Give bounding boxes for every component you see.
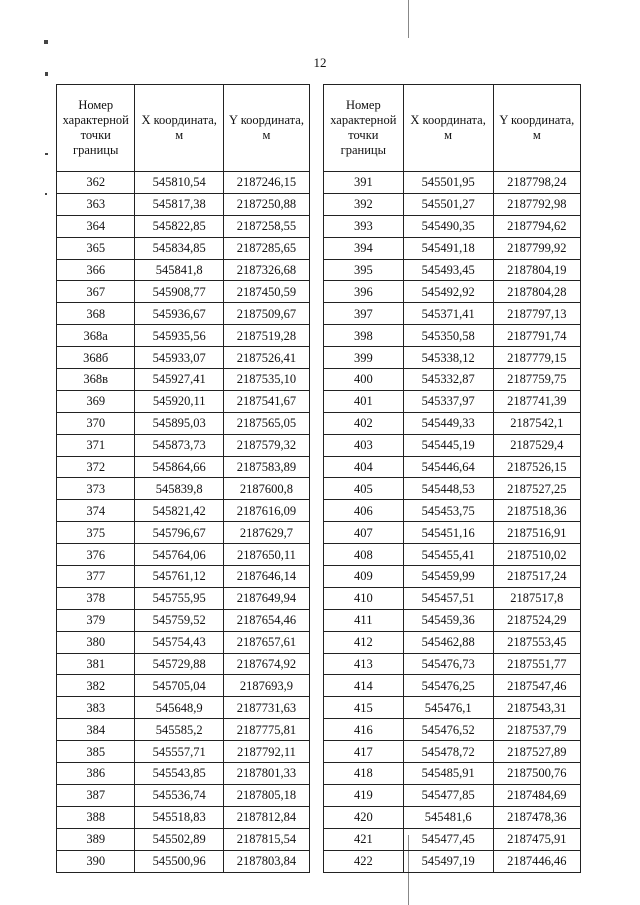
point-number-cell: 364 bbox=[57, 215, 135, 237]
y-coordinate-cell: 2187537,79 bbox=[493, 719, 580, 741]
y-coordinate-cell: 2187516,91 bbox=[493, 522, 580, 544]
table-row bbox=[57, 544, 310, 566]
y-coordinate-cell: 2187731,63 bbox=[223, 697, 309, 719]
table-row bbox=[57, 478, 310, 500]
y-coordinate-cell: 2187246,15 bbox=[223, 172, 309, 194]
table-row bbox=[57, 675, 310, 697]
x-coordinate-cell: 545491,18 bbox=[403, 237, 493, 259]
table-row bbox=[57, 828, 310, 850]
point-number-cell: 384 bbox=[57, 719, 135, 741]
x-coordinate-cell: 545864,66 bbox=[135, 456, 224, 478]
point-number-cell: 419 bbox=[324, 784, 404, 806]
point-number-cell: 407 bbox=[324, 522, 404, 544]
table-row bbox=[57, 390, 310, 412]
y-coordinate-cell: 2187484,69 bbox=[493, 784, 580, 806]
y-coordinate-cell: 2187526,41 bbox=[223, 347, 309, 369]
table-row bbox=[324, 850, 581, 872]
x-coordinate-cell: 545350,58 bbox=[403, 325, 493, 347]
point-number-cell: 398 bbox=[324, 325, 404, 347]
table-row bbox=[324, 784, 581, 806]
x-coordinate-cell: 545459,36 bbox=[403, 609, 493, 631]
x-coordinate-cell: 545493,45 bbox=[403, 259, 493, 281]
table-row bbox=[324, 544, 581, 566]
x-coordinate-cell: 545477,85 bbox=[403, 784, 493, 806]
header-x: X координата, м bbox=[135, 85, 224, 172]
point-number-cell: 408 bbox=[324, 544, 404, 566]
y-coordinate-cell: 2187524,29 bbox=[493, 609, 580, 631]
y-coordinate-cell: 2187804,19 bbox=[493, 259, 580, 281]
x-coordinate-cell: 545895,03 bbox=[135, 412, 224, 434]
point-number-cell: 388 bbox=[57, 806, 135, 828]
table-row bbox=[57, 566, 310, 588]
y-coordinate-cell: 2187547,46 bbox=[493, 675, 580, 697]
point-number-cell: 414 bbox=[324, 675, 404, 697]
y-coordinate-cell: 2187649,94 bbox=[223, 587, 309, 609]
table-row bbox=[324, 500, 581, 522]
y-coordinate-cell: 2187529,4 bbox=[493, 434, 580, 456]
table-row bbox=[57, 412, 310, 434]
point-number-cell: 377 bbox=[57, 566, 135, 588]
point-number-cell: 422 bbox=[324, 850, 404, 872]
point-number-cell: 387 bbox=[57, 784, 135, 806]
point-number-cell: 382 bbox=[57, 675, 135, 697]
x-coordinate-cell: 545908,77 bbox=[135, 281, 224, 303]
x-coordinate-cell: 545764,06 bbox=[135, 544, 224, 566]
x-coordinate-cell: 545497,19 bbox=[403, 850, 493, 872]
x-coordinate-cell: 545920,11 bbox=[135, 390, 224, 412]
point-number-cell: 401 bbox=[324, 390, 404, 412]
table-row bbox=[57, 806, 310, 828]
y-coordinate-cell: 2187526,15 bbox=[493, 456, 580, 478]
y-coordinate-cell: 2187693,9 bbox=[223, 675, 309, 697]
y-coordinate-cell: 2187500,76 bbox=[493, 763, 580, 785]
point-number-cell: 368а bbox=[57, 325, 135, 347]
x-coordinate-cell: 545476,1 bbox=[403, 697, 493, 719]
x-coordinate-cell: 545338,12 bbox=[403, 347, 493, 369]
y-coordinate-cell: 2187509,67 bbox=[223, 303, 309, 325]
y-coordinate-cell: 2187542,1 bbox=[493, 412, 580, 434]
page-number: 12 bbox=[313, 55, 327, 70]
table-header-row bbox=[57, 85, 310, 172]
table-row bbox=[57, 653, 310, 675]
y-coordinate-cell: 2187258,55 bbox=[223, 215, 309, 237]
y-coordinate-cell: 2187553,45 bbox=[493, 631, 580, 653]
table-body-left bbox=[57, 172, 310, 873]
x-coordinate-cell: 545759,52 bbox=[135, 609, 224, 631]
point-number-cell: 415 bbox=[324, 697, 404, 719]
x-coordinate-cell: 545796,67 bbox=[135, 522, 224, 544]
x-coordinate-cell: 545927,41 bbox=[135, 369, 224, 391]
coordinates-table-left bbox=[56, 84, 310, 873]
x-coordinate-cell: 545810,54 bbox=[135, 172, 224, 194]
point-number-cell: 409 bbox=[324, 566, 404, 588]
point-number-cell: 383 bbox=[57, 697, 135, 719]
y-coordinate-cell: 2187519,28 bbox=[223, 325, 309, 347]
x-coordinate-cell: 545448,53 bbox=[403, 478, 493, 500]
scan-dot bbox=[45, 193, 47, 195]
x-coordinate-cell: 545754,43 bbox=[135, 631, 224, 653]
y-coordinate-cell: 2187759,75 bbox=[493, 369, 580, 391]
x-coordinate-cell: 545501,95 bbox=[403, 172, 493, 194]
point-number-cell: 374 bbox=[57, 500, 135, 522]
y-coordinate-cell: 2187535,10 bbox=[223, 369, 309, 391]
point-number-cell: 376 bbox=[57, 544, 135, 566]
table-row bbox=[324, 237, 581, 259]
point-number-cell: 395 bbox=[324, 259, 404, 281]
table-row bbox=[324, 303, 581, 325]
x-coordinate-cell: 545536,74 bbox=[135, 784, 224, 806]
y-coordinate-cell: 2187799,92 bbox=[493, 237, 580, 259]
point-number-cell: 404 bbox=[324, 456, 404, 478]
scan-dot bbox=[45, 72, 48, 76]
point-number-cell: 417 bbox=[324, 741, 404, 763]
table-row bbox=[57, 259, 310, 281]
point-number-cell: 416 bbox=[324, 719, 404, 741]
x-coordinate-cell: 545457,51 bbox=[403, 587, 493, 609]
x-coordinate-cell: 545476,25 bbox=[403, 675, 493, 697]
table-row bbox=[324, 478, 581, 500]
point-number-cell: 400 bbox=[324, 369, 404, 391]
y-coordinate-cell: 2187815,54 bbox=[223, 828, 309, 850]
table-row bbox=[324, 369, 581, 391]
table-row bbox=[57, 434, 310, 456]
point-number-cell: 411 bbox=[324, 609, 404, 631]
y-coordinate-cell: 2187792,98 bbox=[493, 193, 580, 215]
y-coordinate-cell: 2187551,77 bbox=[493, 653, 580, 675]
table-row bbox=[57, 697, 310, 719]
y-coordinate-cell: 2187775,81 bbox=[223, 719, 309, 741]
y-coordinate-cell: 2187510,02 bbox=[493, 544, 580, 566]
y-coordinate-cell: 2187446,46 bbox=[493, 850, 580, 872]
table-row bbox=[57, 631, 310, 653]
table-row bbox=[324, 566, 581, 588]
table-row bbox=[324, 763, 581, 785]
y-coordinate-cell: 2187565,05 bbox=[223, 412, 309, 434]
x-coordinate-cell: 545500,96 bbox=[135, 850, 224, 872]
table-row bbox=[324, 325, 581, 347]
point-number-cell: 389 bbox=[57, 828, 135, 850]
table-row bbox=[324, 434, 581, 456]
table-row bbox=[57, 172, 310, 194]
x-coordinate-cell: 545490,35 bbox=[403, 215, 493, 237]
table-row bbox=[57, 741, 310, 763]
y-coordinate-cell: 2187794,62 bbox=[493, 215, 580, 237]
y-coordinate-cell: 2187285,65 bbox=[223, 237, 309, 259]
y-coordinate-cell: 2187674,92 bbox=[223, 653, 309, 675]
y-coordinate-cell: 2187478,36 bbox=[493, 806, 580, 828]
point-number-cell: 365 bbox=[57, 237, 135, 259]
x-coordinate-cell: 545585,2 bbox=[135, 719, 224, 741]
table-row bbox=[57, 456, 310, 478]
point-number-cell: 386 bbox=[57, 763, 135, 785]
y-coordinate-cell: 2187805,18 bbox=[223, 784, 309, 806]
table-row bbox=[57, 193, 310, 215]
x-coordinate-cell: 545873,73 bbox=[135, 434, 224, 456]
header-y: Y координата, м bbox=[223, 85, 309, 172]
point-number-cell: 405 bbox=[324, 478, 404, 500]
y-coordinate-cell: 2187517,24 bbox=[493, 566, 580, 588]
table-row bbox=[324, 587, 581, 609]
x-coordinate-cell: 545478,72 bbox=[403, 741, 493, 763]
table-row bbox=[324, 412, 581, 434]
point-number-cell: 406 bbox=[324, 500, 404, 522]
table-row bbox=[57, 325, 310, 347]
y-coordinate-cell: 2187527,89 bbox=[493, 741, 580, 763]
point-number-cell: 379 bbox=[57, 609, 135, 631]
x-coordinate-cell: 545449,33 bbox=[403, 412, 493, 434]
y-coordinate-cell: 2187326,68 bbox=[223, 259, 309, 281]
x-coordinate-cell: 545705,04 bbox=[135, 675, 224, 697]
point-number-cell: 373 bbox=[57, 478, 135, 500]
x-coordinate-cell: 545834,85 bbox=[135, 237, 224, 259]
table-row bbox=[324, 215, 581, 237]
x-coordinate-cell: 545936,67 bbox=[135, 303, 224, 325]
x-coordinate-cell: 545446,64 bbox=[403, 456, 493, 478]
y-coordinate-cell: 2187475,91 bbox=[493, 828, 580, 850]
table-row bbox=[57, 500, 310, 522]
x-coordinate-cell: 545822,85 bbox=[135, 215, 224, 237]
point-number-cell: 396 bbox=[324, 281, 404, 303]
table-row bbox=[324, 653, 581, 675]
y-coordinate-cell: 2187657,61 bbox=[223, 631, 309, 653]
point-number-cell: 375 bbox=[57, 522, 135, 544]
x-coordinate-cell: 545476,73 bbox=[403, 653, 493, 675]
point-number-cell: 367 bbox=[57, 281, 135, 303]
x-coordinate-cell: 545729,88 bbox=[135, 653, 224, 675]
point-number-cell: 392 bbox=[324, 193, 404, 215]
y-coordinate-cell: 2187518,36 bbox=[493, 500, 580, 522]
y-coordinate-cell: 2187779,15 bbox=[493, 347, 580, 369]
point-number-cell: 366 bbox=[57, 259, 135, 281]
x-coordinate-cell: 545501,27 bbox=[403, 193, 493, 215]
header-y: Y координата, м bbox=[493, 85, 580, 172]
point-number-cell: 363 bbox=[57, 193, 135, 215]
y-coordinate-cell: 2187812,84 bbox=[223, 806, 309, 828]
table-row bbox=[324, 347, 581, 369]
header-x: X координата, м bbox=[403, 85, 493, 172]
point-number-cell: 421 bbox=[324, 828, 404, 850]
point-number-cell: 418 bbox=[324, 763, 404, 785]
table-row bbox=[57, 215, 310, 237]
coordinates-table-right bbox=[323, 84, 581, 873]
x-coordinate-cell: 545371,41 bbox=[403, 303, 493, 325]
point-number-cell: 390 bbox=[57, 850, 135, 872]
point-number-cell: 370 bbox=[57, 412, 135, 434]
x-coordinate-cell: 545755,95 bbox=[135, 587, 224, 609]
x-coordinate-cell: 545557,71 bbox=[135, 741, 224, 763]
y-coordinate-cell: 2187543,31 bbox=[493, 697, 580, 719]
table-row bbox=[57, 719, 310, 741]
point-number-cell: 412 bbox=[324, 631, 404, 653]
x-coordinate-cell: 545841,8 bbox=[135, 259, 224, 281]
point-number-cell: 397 bbox=[324, 303, 404, 325]
x-coordinate-cell: 545935,56 bbox=[135, 325, 224, 347]
y-coordinate-cell: 2187583,89 bbox=[223, 456, 309, 478]
x-coordinate-cell: 545492,92 bbox=[403, 281, 493, 303]
y-coordinate-cell: 2187792,11 bbox=[223, 741, 309, 763]
y-coordinate-cell: 2187629,7 bbox=[223, 522, 309, 544]
y-coordinate-cell: 2187450,59 bbox=[223, 281, 309, 303]
table-header-row bbox=[324, 85, 581, 172]
x-coordinate-cell: 545821,42 bbox=[135, 500, 224, 522]
y-coordinate-cell: 2187250,88 bbox=[223, 193, 309, 215]
point-number-cell: 385 bbox=[57, 741, 135, 763]
y-coordinate-cell: 2187600,8 bbox=[223, 478, 309, 500]
point-number-cell: 368в bbox=[57, 369, 135, 391]
table-row bbox=[57, 369, 310, 391]
y-coordinate-cell: 2187791,74 bbox=[493, 325, 580, 347]
point-number-cell: 391 bbox=[324, 172, 404, 194]
point-number-cell: 368б bbox=[57, 347, 135, 369]
scan-dot bbox=[44, 40, 48, 44]
point-number-cell: 362 bbox=[57, 172, 135, 194]
point-number-cell: 371 bbox=[57, 434, 135, 456]
x-coordinate-cell: 545502,89 bbox=[135, 828, 224, 850]
y-coordinate-cell: 2187741,39 bbox=[493, 390, 580, 412]
point-number-cell: 368 bbox=[57, 303, 135, 325]
table-row bbox=[324, 522, 581, 544]
table-body-right bbox=[324, 172, 581, 873]
x-coordinate-cell: 545453,75 bbox=[403, 500, 493, 522]
table-row bbox=[324, 259, 581, 281]
table-row bbox=[324, 675, 581, 697]
table-row bbox=[57, 763, 310, 785]
table-row bbox=[57, 347, 310, 369]
x-coordinate-cell: 545332,87 bbox=[403, 369, 493, 391]
table-row bbox=[324, 828, 581, 850]
table-row bbox=[57, 609, 310, 631]
x-coordinate-cell: 545481,6 bbox=[403, 806, 493, 828]
y-coordinate-cell: 2187616,09 bbox=[223, 500, 309, 522]
table-row bbox=[57, 850, 310, 872]
point-number-cell: 378 bbox=[57, 587, 135, 609]
y-coordinate-cell: 2187797,13 bbox=[493, 303, 580, 325]
x-coordinate-cell: 545455,41 bbox=[403, 544, 493, 566]
header-point: Номер характерной точки границы bbox=[324, 85, 404, 172]
point-number-cell: 410 bbox=[324, 587, 404, 609]
x-coordinate-cell: 545485,91 bbox=[403, 763, 493, 785]
table-row bbox=[57, 303, 310, 325]
x-coordinate-cell: 545839,8 bbox=[135, 478, 224, 500]
x-coordinate-cell: 545445,19 bbox=[403, 434, 493, 456]
table-row bbox=[57, 587, 310, 609]
y-coordinate-cell: 2187804,28 bbox=[493, 281, 580, 303]
x-coordinate-cell: 545477,45 bbox=[403, 828, 493, 850]
x-coordinate-cell: 545337,97 bbox=[403, 390, 493, 412]
point-number-cell: 372 bbox=[57, 456, 135, 478]
table-row bbox=[324, 609, 581, 631]
table-row bbox=[324, 390, 581, 412]
y-coordinate-cell: 2187579,32 bbox=[223, 434, 309, 456]
point-number-cell: 369 bbox=[57, 390, 135, 412]
x-coordinate-cell: 545462,88 bbox=[403, 631, 493, 653]
table-row bbox=[324, 281, 581, 303]
table-row bbox=[324, 456, 581, 478]
y-coordinate-cell: 2187803,84 bbox=[223, 850, 309, 872]
table-row bbox=[324, 631, 581, 653]
table-row bbox=[324, 741, 581, 763]
header-point: Номер характерной точки границы bbox=[57, 85, 135, 172]
x-coordinate-cell: 545933,07 bbox=[135, 347, 224, 369]
y-coordinate-cell: 2187654,46 bbox=[223, 609, 309, 631]
table-row bbox=[324, 719, 581, 741]
y-coordinate-cell: 2187517,8 bbox=[493, 587, 580, 609]
y-coordinate-cell: 2187527,25 bbox=[493, 478, 580, 500]
y-coordinate-cell: 2187646,14 bbox=[223, 566, 309, 588]
x-coordinate-cell: 545451,16 bbox=[403, 522, 493, 544]
table-row bbox=[57, 784, 310, 806]
scan-dot bbox=[45, 153, 48, 155]
point-number-cell: 413 bbox=[324, 653, 404, 675]
x-coordinate-cell: 545459,99 bbox=[403, 566, 493, 588]
point-number-cell: 403 bbox=[324, 434, 404, 456]
x-coordinate-cell: 545761,12 bbox=[135, 566, 224, 588]
x-coordinate-cell: 545543,85 bbox=[135, 763, 224, 785]
point-number-cell: 380 bbox=[57, 631, 135, 653]
scan-line bbox=[408, 0, 409, 38]
table-row bbox=[324, 172, 581, 194]
y-coordinate-cell: 2187541,67 bbox=[223, 390, 309, 412]
y-coordinate-cell: 2187801,33 bbox=[223, 763, 309, 785]
point-number-cell: 393 bbox=[324, 215, 404, 237]
point-number-cell: 399 bbox=[324, 347, 404, 369]
table-row bbox=[324, 806, 581, 828]
point-number-cell: 402 bbox=[324, 412, 404, 434]
y-coordinate-cell: 2187798,24 bbox=[493, 172, 580, 194]
x-coordinate-cell: 545476,52 bbox=[403, 719, 493, 741]
table-row bbox=[57, 522, 310, 544]
point-number-cell: 381 bbox=[57, 653, 135, 675]
point-number-cell: 420 bbox=[324, 806, 404, 828]
table-row bbox=[57, 281, 310, 303]
x-coordinate-cell: 545648,9 bbox=[135, 697, 224, 719]
table-row bbox=[57, 237, 310, 259]
x-coordinate-cell: 545518,83 bbox=[135, 806, 224, 828]
y-coordinate-cell: 2187650,11 bbox=[223, 544, 309, 566]
x-coordinate-cell: 545817,38 bbox=[135, 193, 224, 215]
table-row bbox=[324, 193, 581, 215]
point-number-cell: 394 bbox=[324, 237, 404, 259]
table-row bbox=[324, 697, 581, 719]
